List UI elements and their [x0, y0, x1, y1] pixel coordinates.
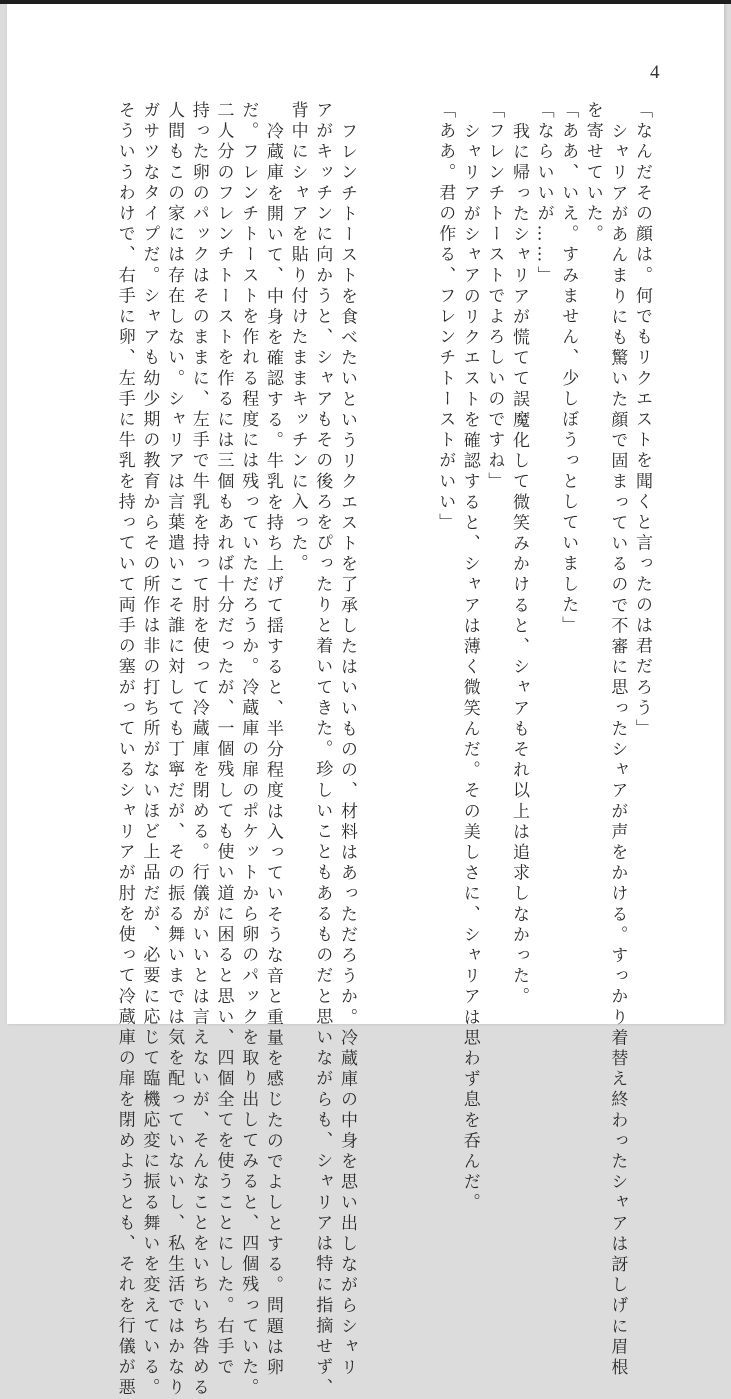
text-line: 「ああ、いえ。すみません、少しぼうっとしていました」	[558, 101, 579, 637]
text-line: 背中にシャアを貼り付けたままキッチンに入った。	[287, 101, 308, 575]
text-line: を寄せていた。	[582, 101, 603, 246]
text-line: シャリアがあんまりにも驚いた顔で固まっているので不審に思ったシャアが声をかける。すっかり着替え終わったシャアは訝しげに眉根	[607, 122, 628, 1379]
text-line: 「なんだその顔は。何でもリクエストを聞くと言ったのは君だろう」	[632, 101, 652, 740]
text-line: 二人分のフレンチトーストを作るには三個もあれば十分だったが、一個残しても使い道に困ると思い、四個全てを使うことにした。右手で	[213, 101, 234, 1379]
text-line: そういうわけで、右手に卵、左手に牛乳を持っていて両手の塞がっているシャリアが肘を使って冷蔵庫の扉を閉めようとも、それを行儀が悪	[114, 101, 135, 1399]
text-line: 「ならいいが……」	[533, 101, 554, 287]
text-line: アがキッチンに向かうと、シャアもその後ろをぴったりと着いてきた。珍しいこともあるものだと思いながらも、シャリアは特に指摘せず、	[312, 101, 333, 1399]
text-line: 我に帰ったシャリアが慌てて誤魔化して微笑みかけると、シャアもそれ以上は追求しなかった。	[509, 122, 529, 1008]
text-line: だ。フレンチトーストを作れる程度には残っていただろうか。冷蔵庫の扉のポケットから卵のパックを取り出してみると、四個残っていた。	[238, 101, 259, 1399]
text-line: 「フレンチトーストでよろしいのですね」	[484, 101, 505, 493]
document-page	[7, 4, 724, 1399]
text-line: シャリアがシャアのリクエストを確認すると、シャアは薄く微笑んだ。その美しさに、シャリアは思わず息を呑んだ。	[459, 122, 480, 1214]
text-line: ガサツなタイプだ。シャアも幼少期の教育からその所作は非の打ち所がないほど上品だが、必要に応じて臨機応変に振る舞いを変えている。	[139, 101, 160, 1399]
text-line: 持った卵のパックはそのままに、左手で牛乳を持って肘を使って冷蔵庫を閉める。行儀がいいとは言えないが、そんなことをいちいち咎める	[188, 101, 209, 1399]
text-line: 冷蔵庫を開いて、中身を確認する。牛乳を持ち上げて揺すると、半分程度は入っていそうな音と重量を感じたのでよしとする。問題は卵	[262, 122, 283, 1379]
text-line: 「ああ。君の作る、フレンチトーストがいい」	[435, 101, 456, 534]
text-line: 人間もこの家には存在しない。シャリアは言葉遣いこそ誰に対しても丁寧だが、その振る舞いまでは気を配っていないし、私生活ではかなり	[164, 101, 185, 1399]
page-number: 4	[650, 62, 660, 83]
text-line: フレンチトーストを食べたいというリクエストを了承したはいいものの、材料はあっただろうか。冷蔵庫の中身を思い出しながらシャリ	[337, 122, 357, 1379]
